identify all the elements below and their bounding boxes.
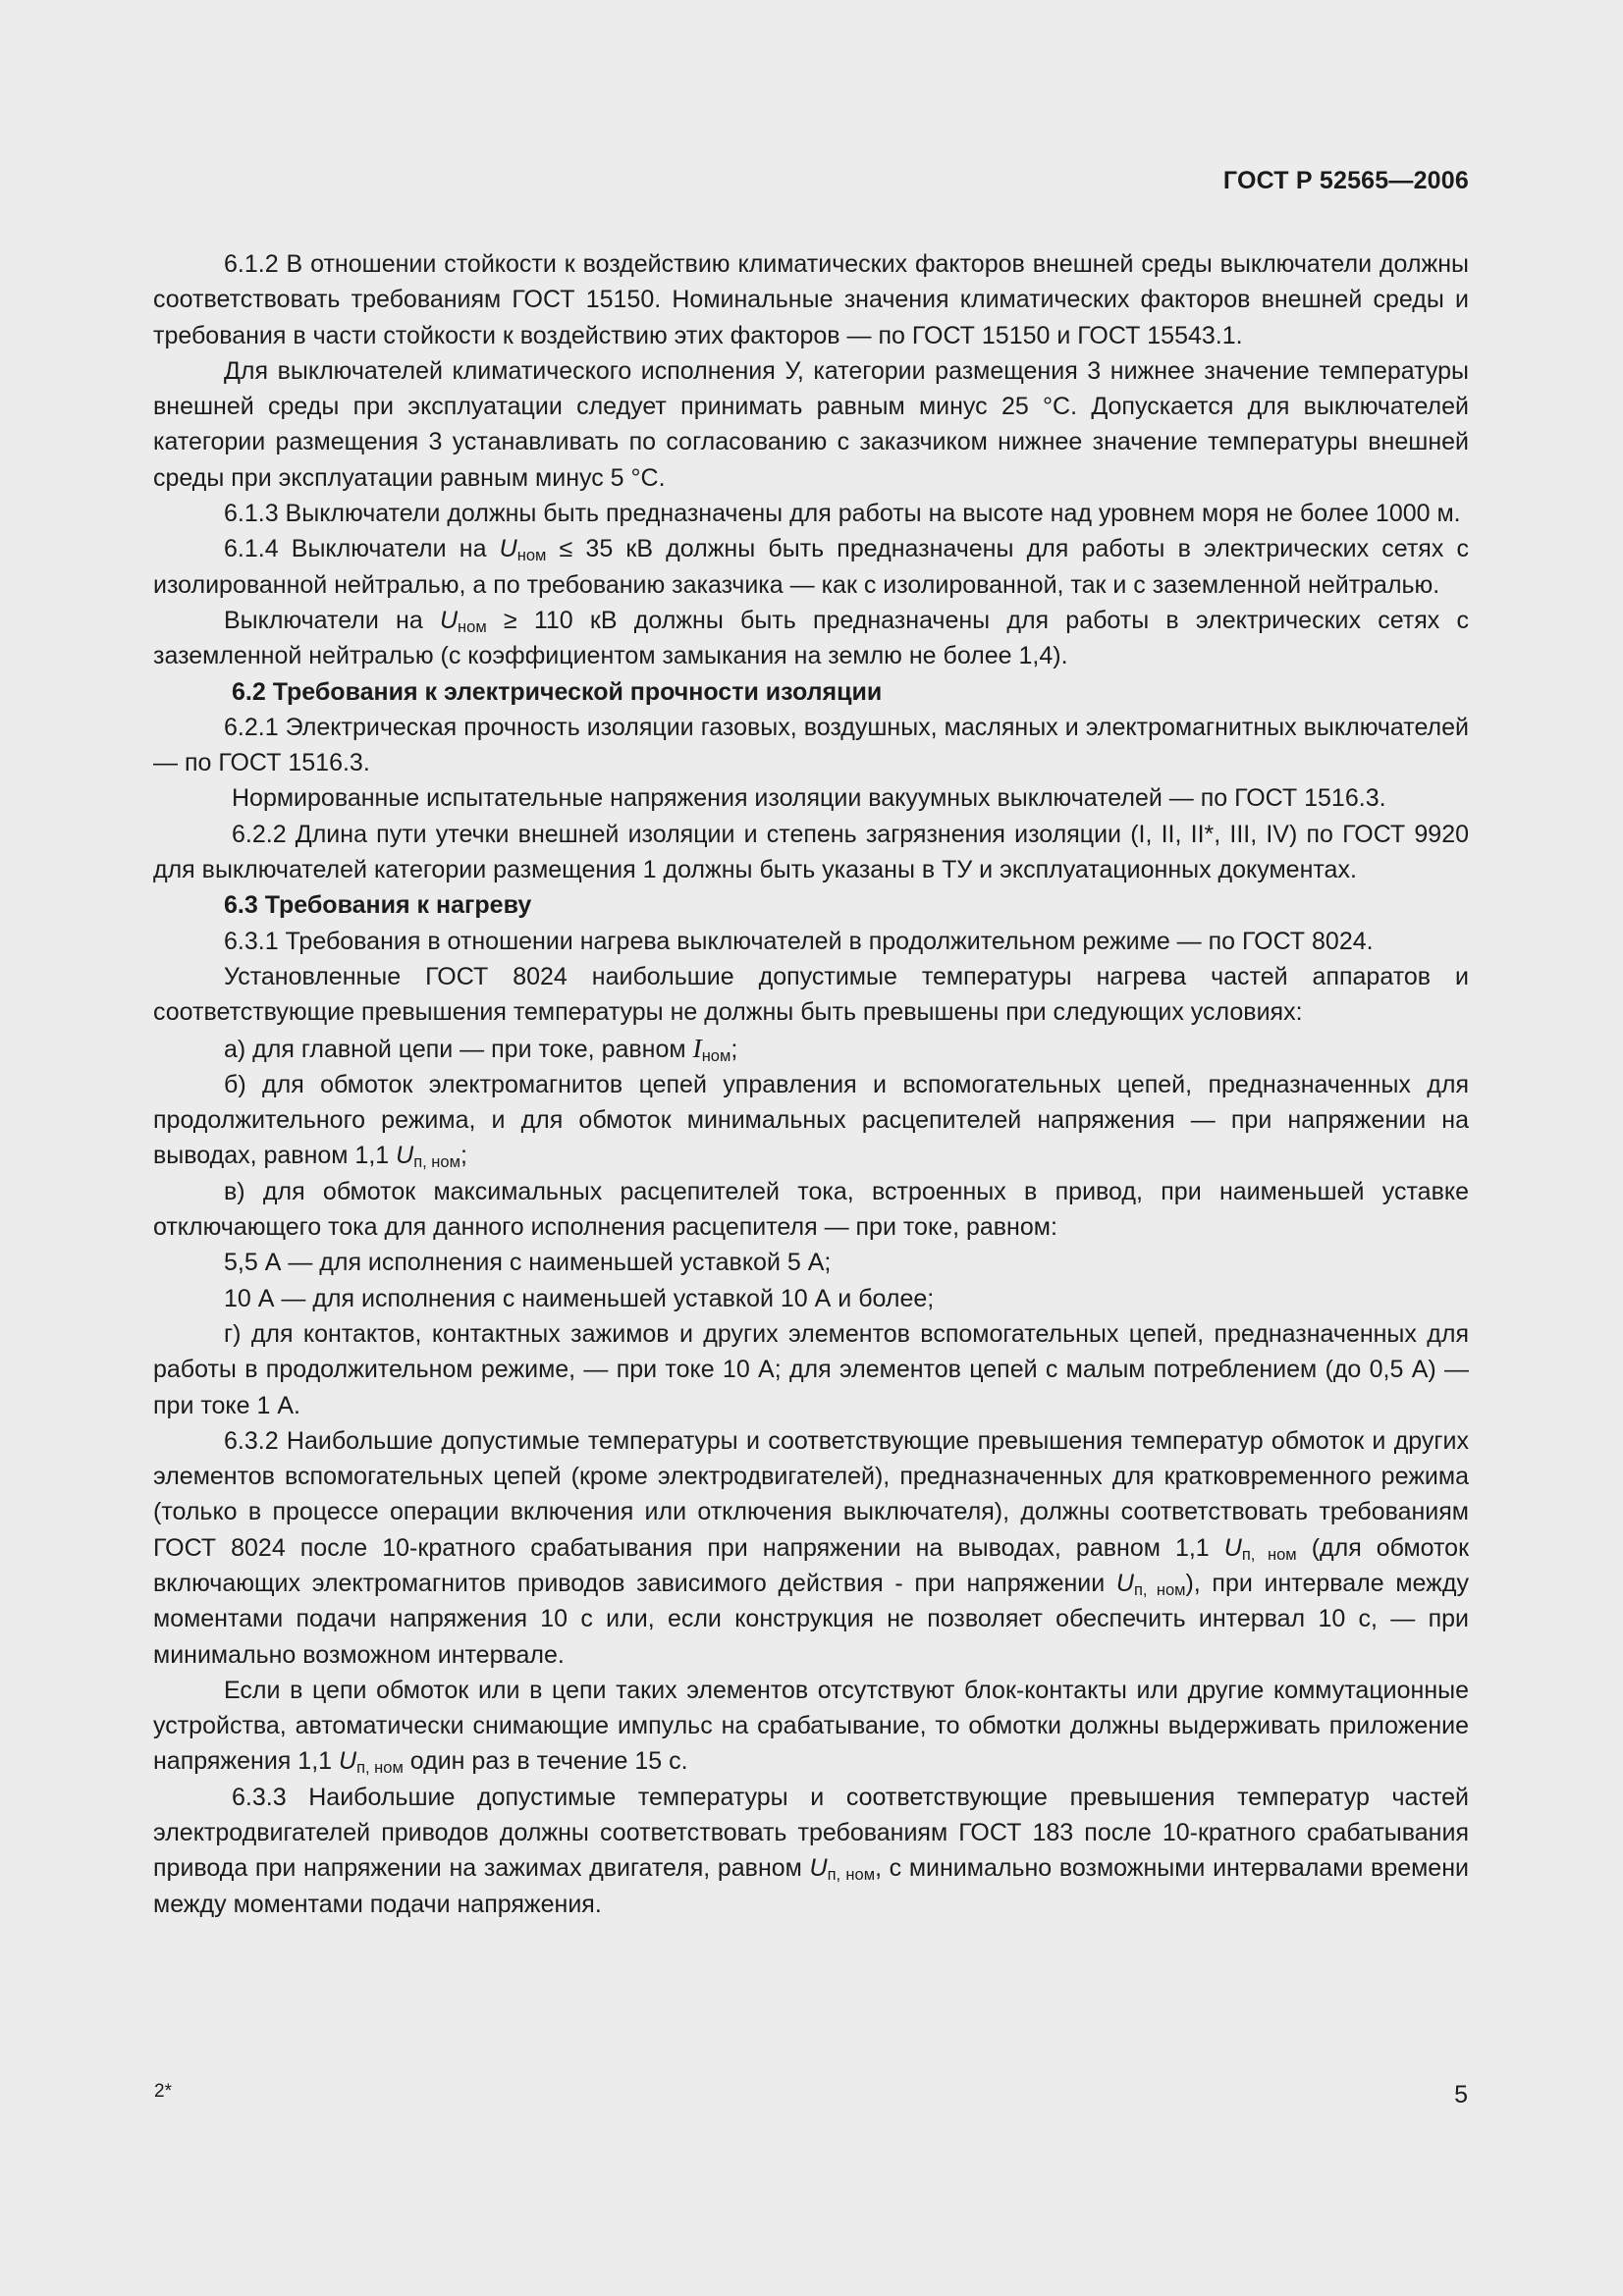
text-run: Выключатели на [224,606,440,634]
subscript-p-nom: п, ном [413,1153,460,1172]
text-run: 6.1.4 Выключатели на [224,535,500,563]
text-run: ), при интервале между моментами подачи напряжения 10 с или, если конструкция не позволяет обеспечить интервал 10 с, — при минимально возможном интервале. [153,1569,1469,1669]
text-run: б) для обмоток электромагнитов цепей управления и вспомогательных цепей, предназначенных для продолжительного режима, и для обмоток минимальных расцепителей напряжения — при напряжении на выводах, равном 1,1 [153,1070,1469,1170]
standard-designation: ГОСТ Р 52565—2006 [1222,167,1469,194]
text-run: ; [730,1035,738,1063]
symbol-u: U [439,606,459,634]
subscript-nom: ном [458,618,487,637]
subscript-nom: ном [701,1046,731,1065]
list-subitem-10a: 10 А — для исполнения с наименьшей уставкой 10 А и более; [224,1284,935,1312]
paragraph-vacuum-insulation: Нормированные испытательные напряжения изоляции вакуумных выключателей — по ГОСТ 1516.3. [232,784,1386,813]
text-run: Если в цепи обмоток или в цепи таких элементов отсутствуют блок-контакты или другие коммутационные устройства, автоматически снимающие импульс на срабатывание, то обмотки должны выдерживать приложение напряжения 1,1 [153,1676,1469,1776]
paragraph-6-1-4 [153,531,1469,603]
paragraph-6-1-3: 6.1.3 Выключатели должны быть предназначены для работы на высоте над уровнем моря не более 1000 м. [224,500,1461,528]
paragraph-6-3-1: 6.3.1 Требования в отношении нагрева выключателей в продолжительном режиме — по ГОСТ 8024. [224,927,1374,955]
symbol-u: U [396,1142,414,1170]
paragraph-6-3-3 [153,1780,1469,1922]
paragraph-climate-temperature: Для выключателей климатического исполнения У, категории размещения 3 нижнее значение температуры внешней среды при эксплуатации следует принимать равным минус 25 °С. Допускается для выключателей категории размещения 3 устанавливать по согласованию с заказчиком нижнее значение температуры внешней среды при эксплуатации равным минус 5 °С. [153,356,1469,492]
text-run: (для обмоток включающих электромагнитов приводов зависимого действия - при напряжении [153,1533,1470,1597]
subscript-p-nom: п, ном [1133,1581,1186,1600]
text-run: ≥ 110 кВ должны быть предназначены для работы в электрических сетях с заземленной нейтралью (с коэффициентом замыкания на землю не более 1,4). [153,606,1469,670]
paragraph-6-3-2 [153,1423,1469,1673]
paragraph-6-2-2: 6.2.2 Длина пути утечки внешней изоляции и степень загрязнения изоляции (I, II, II*, III, IV) по ГОСТ 9920 для выключателей категории размещения 1 должны быть указаны в ТУ и эксплуатационных документах. [153,820,1469,884]
paragraph-block-contacts [153,1673,1469,1780]
section-heading-6-3: 6.3 Требования к нагреву [224,891,532,920]
paragraph-110kv [153,603,1469,674]
subscript-p-nom: п, ном [1241,1545,1297,1564]
text-run: 6.3.3 Наибольшие допустимые температуры и соответствующие превышения температур частей электродвигателей приводов должны соответствовать требованиям ГОСТ 183 после 10-кратного срабатывания привода при напряжении на зажимах двигателя, равном [153,1783,1469,1883]
text-run: один раз в течение 15 с. [403,1747,688,1776]
symbol-u: U [1115,1569,1134,1597]
symbol-u: U [339,1747,357,1776]
text-run: , с минимально возможными интервалами времени между моментами подачи напряжения. [153,1854,1469,1918]
sheet-mark: 2* [154,2081,172,2102]
paragraph-conditions-intro: Установленные ГОСТ 8024 наибольшие допустимые температуры нагрева частей аппаратов и соответствующие превышения температуры не должны быть превышены при следующих условиях: [153,962,1469,1027]
list-item-v: в) для обмоток максимальных расцепителей тока, встроенных в привод, при наименьшей уставке отключающего тока для данного исполнения расцепителя — при токе, равном: [153,1177,1469,1242]
symbol-u: U [499,535,517,563]
paragraph-6-2-1: 6.2.1 Электрическая прочность изоляции газовых, воздушных, масляных и электромагнитных выключателей — по ГОСТ 1516.3. [153,713,1469,777]
list-subitem-5-5a: 5,5 А — для исполнения с наименьшей уставкой 5 А; [224,1249,832,1277]
text-run: ≤ 35 кВ должны быть предназначены для работы в электрических сетях с изолированной нейтралью, а по требованию заказчика — как с изолированной, так и с заземленной нейтралью. [153,535,1469,599]
symbol-u: U [1223,1533,1242,1562]
subscript-p-nom: п, ном [827,1866,876,1885]
subscript-nom: ном [516,547,547,565]
symbol-u: U [809,1854,828,1883]
list-item-g: г) для контактов, контактных зажимов и других элементов вспомогательных цепей, предназначенных для работы в продолжительном режиме, — при токе 10 А; для элементов цепей с малым потреблением (до 0,5 А) — при токе 1 А. [153,1319,1469,1419]
symbol-i: I [692,1032,702,1063]
list-item-a [153,1031,1469,1067]
text-run: а) для главной цепи — при токе, равном [224,1035,693,1063]
paragraph-6-1-2: 6.1.2 В отношении стойкости к воздействию климатических факторов внешней среды выключатели должны соответствовать требованиям ГОСТ 15150. Номинальные значения климатических факторов внешней среды и требования в части стойкости к воздействию этих факторов — по ГОСТ 15150 и ГОСТ 15543.1. [153,250,1469,349]
document-body [153,246,1469,1922]
section-heading-6-2: 6.2 Требования к электрической прочности изоляции [232,677,883,706]
subscript-p-nom: п, ном [356,1759,404,1778]
page-number: 5 [1454,2081,1468,2109]
text-run: 6.3.2 Наибольшие допустимые температуры и соответствующие превышения температур обмоток и других элементов вспомогательных цепей (кроме электродвигателей), предназначенных для кратковременного режима (только в процессе операции включения или отключения выключателя), должны соответствовать требованиям ГОСТ 8024 после 10-кратного срабатывания при напряжении на выводах, равном 1,1 [153,1426,1469,1562]
list-item-b [153,1067,1469,1174]
text-run: ; [460,1142,467,1170]
